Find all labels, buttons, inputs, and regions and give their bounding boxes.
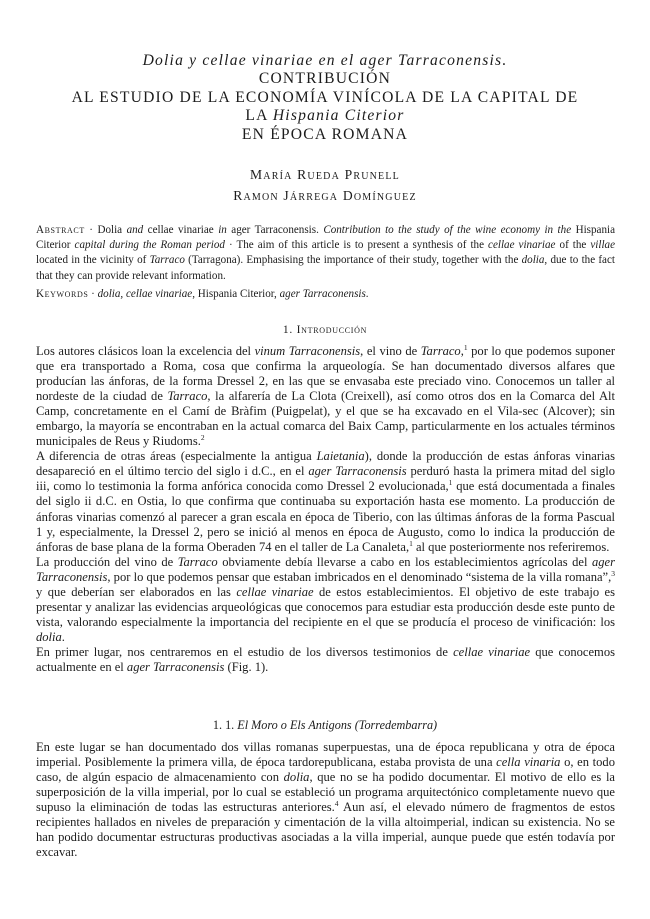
text: . bbox=[61, 629, 65, 644]
abstract-text: Hispania Citerior bbox=[36, 224, 616, 252]
text: perduró hasta la primera mitad del siglo iii, como lo testimonia la forma anfórica conocida como Dressel 2 evolucionada, bbox=[36, 464, 615, 494]
keywords bbox=[36, 287, 615, 302]
text: La producción del vino de bbox=[36, 554, 178, 569]
footnote-ref[interactable]: 1 bbox=[463, 342, 468, 352]
text: Tarraco bbox=[420, 344, 461, 358]
text: y que deberían ser elaborados en las bbox=[36, 584, 237, 599]
abstract-text: dolia bbox=[521, 254, 545, 267]
title-line-1 bbox=[0, 52, 650, 70]
abstract-text: capital during the Roman period bbox=[74, 239, 225, 252]
text: cellae vinariae bbox=[236, 584, 314, 599]
introduction-body bbox=[36, 344, 615, 675]
abstract-text: · The aim of this article is to present a synthesis of the bbox=[224, 239, 489, 252]
article-title bbox=[0, 52, 650, 144]
abstract-text: (Tarragona). Emphasising the importance of their study, together with the bbox=[184, 254, 522, 267]
keyword-text: ager Tarraconensis bbox=[279, 288, 366, 300]
title-line-1-text: Dolia y cellae vinariae en el ager Tarraconensis. bbox=[142, 52, 508, 69]
title-line-4-prefix: LA bbox=[245, 107, 273, 125]
abstract-text: ager Tarraconensis. bbox=[231, 224, 324, 236]
paragraph bbox=[36, 555, 615, 645]
section-title: El Moro o Els Antigons (Torredembarra) bbox=[237, 718, 438, 732]
abstract-text: cellae vinariae bbox=[147, 224, 219, 236]
paragraph bbox=[36, 344, 615, 449]
text: cella vinaria bbox=[496, 755, 561, 770]
title-line-4-italic: Hispania Citerior bbox=[272, 107, 405, 125]
abstract-text: Tarraco bbox=[149, 254, 185, 267]
paragraph bbox=[36, 645, 615, 675]
separator: · bbox=[84, 224, 98, 236]
abstract-text: Contribution to the study of the wine economy in the bbox=[323, 224, 576, 236]
text: , el vino de bbox=[360, 344, 421, 358]
keyword-text: dolia, cellae vinariae bbox=[97, 288, 193, 300]
text: Tarraco bbox=[177, 554, 218, 569]
section-number: 1. 1. bbox=[212, 718, 238, 732]
section-heading-introduccion bbox=[0, 323, 650, 336]
paragraph bbox=[36, 740, 615, 860]
author-list bbox=[0, 164, 650, 206]
title-line-5: EN ÉPOCA ROMANA bbox=[241, 125, 409, 143]
text: dolia bbox=[283, 770, 310, 785]
abstract-text: cellae vinariae bbox=[488, 239, 556, 252]
text: Aun así, el elevado número de fragmentos de estos recipientes hallados en niveles de preparación y cimentación de la villa altoimperial, indican su existencia. No se han podido documentar estructuras productivas asociadas a la villa imperial, aunque puede que estén todavía por excavar. bbox=[36, 800, 615, 860]
text: En primer lugar, nos centraremos en el estudio de los diversos testimonios de bbox=[36, 644, 454, 659]
keyword-text: , Hispania Citerior, bbox=[192, 288, 280, 300]
footnote-ref[interactable]: 1 bbox=[448, 478, 453, 488]
abstract-text: villae bbox=[590, 239, 616, 252]
footnote-ref[interactable]: 1 bbox=[409, 538, 413, 548]
abstract-text: located in the vicinity of bbox=[36, 254, 150, 267]
keyword-text: . bbox=[365, 288, 369, 300]
text: al que posteriormente nos referiremos. bbox=[412, 539, 610, 554]
paragraph bbox=[36, 449, 615, 554]
text: Los autores clásicos loan la excelencia del bbox=[36, 344, 255, 358]
title-line-3: AL ESTUDIO DE LA ECONOMÍA VINÍCOLA DE LA CAPITAL DE bbox=[71, 88, 579, 106]
text: vinum Tarraconensis bbox=[254, 344, 361, 358]
title-line-2: CONTRIBUCIÓN bbox=[258, 70, 392, 88]
separator: · bbox=[88, 288, 98, 300]
text: Tarraco bbox=[167, 389, 208, 404]
text: Laietania bbox=[316, 449, 365, 464]
abstract bbox=[36, 223, 615, 284]
figure-ref[interactable]: (Fig. 1). bbox=[224, 659, 269, 674]
text: por lo que podemos suponer que era transportado a Roma, cosa que confirma la arqueología. Se han documentado diversos alfares que producían las ánforas, de la forma Dressel 2, en las que se envasaba este preciado vino. Conocemos un taller al nordeste de la ciudad de bbox=[36, 344, 615, 404]
text: ), donde la producción de estas ánforas vinarias desapareció en el último tercio del siglo i d.C., en el bbox=[36, 449, 615, 479]
abstract-text: and bbox=[126, 224, 148, 236]
text: En este lugar se han documentado dos villas romanas superpuestas, una de época republicana y otra de época imperial. Posiblemente la primera villa, de época tardorepublicana, estaba provista de una bbox=[36, 740, 615, 770]
abstract-text: Dolia bbox=[97, 224, 127, 236]
text: A diferencia de otras áreas (especialmente la antigua bbox=[36, 449, 317, 464]
text: que está documentada a finales del siglo ii d.C. en Ostia, lo que confirma que continuaba su exportación hasta ese momento. La producción de ánforas vinarias comenzó al parecer a gran escala en época de Tiberio, con las últimas ánforas de la forma Pascual 1 y, especialmente, la Dressel 2, pero se inició al menos en época de Augusto, como lo indica la producción de ánforas de base plana de la forma Oberaden 74 en el taller de La Canaleta, bbox=[36, 479, 615, 554]
footnote-ref[interactable]: 4 bbox=[334, 799, 339, 809]
text: , por lo que podemos pensar que estaban imbricados en el denominado “sistema de la villa romana”, bbox=[107, 569, 612, 584]
subsection-heading-el-moro bbox=[0, 718, 650, 733]
footnote-ref[interactable]: 3 bbox=[611, 568, 615, 578]
abstract-label: Abstract bbox=[36, 224, 85, 236]
text: obviamente debía llevarse a cabo en los establecimientos agrícolas del bbox=[217, 554, 592, 569]
text: ager Tarraconensis bbox=[36, 554, 615, 584]
abstract-text: in bbox=[218, 224, 232, 236]
footnote-ref[interactable]: 2 bbox=[200, 433, 205, 443]
abstract-text: , due to the fact that they can provide relevant information. bbox=[36, 254, 615, 282]
text: o, en todo caso, de algún espacio de almacenamiento con bbox=[36, 755, 615, 785]
title-line-4 bbox=[0, 107, 650, 125]
subsection-body bbox=[36, 740, 615, 860]
keywords-label: Keywords bbox=[36, 288, 89, 300]
author-name: María Rueda Prunell bbox=[250, 167, 400, 182]
text: que conocemos actualmente en el bbox=[36, 644, 615, 674]
text: cellae vinariae bbox=[453, 644, 531, 659]
section-title: Introducción bbox=[296, 323, 368, 336]
author-name: Ramon Járrega Domínguez bbox=[233, 188, 417, 203]
text: de estos establecimientos. El objetivo de este trabajo es presentar y analizar las evidencias arqueológicas que conocemos para estudiar esta producción desde este punto de vista, valorando especialmente la importancia del recipiente en el que se producía el proceso de vinificación: los bbox=[36, 584, 615, 629]
text: , que no se ha podido documentar. El motivo de ello es la superposición de la villa imperial, por lo cual se estableció un programa arquitectónico completamente nuevo que supuso la eliminación de todas las estructuras anteriores. bbox=[36, 770, 615, 815]
text: ager Tarraconensis bbox=[126, 659, 225, 674]
section-number: 1. bbox=[282, 323, 297, 336]
text: , bbox=[460, 344, 464, 358]
text: , la alfarería de La Clota (Creixell), así como otros dos en la Comarca del Alt Camp, concretamente en el Camí de Bràfim (Puigpelat), y el que se ha excavado en el Vila-sec (Alcover); sin embargo, la mayoría se encontraban en la actual comarca del Baix Camp, particularmente en los actuales términos municipales de Reus y Riudoms. bbox=[36, 389, 615, 449]
abstract-text: of the bbox=[555, 239, 591, 252]
text: dolia bbox=[36, 629, 62, 644]
text: ager Tarraconensis bbox=[308, 464, 407, 479]
